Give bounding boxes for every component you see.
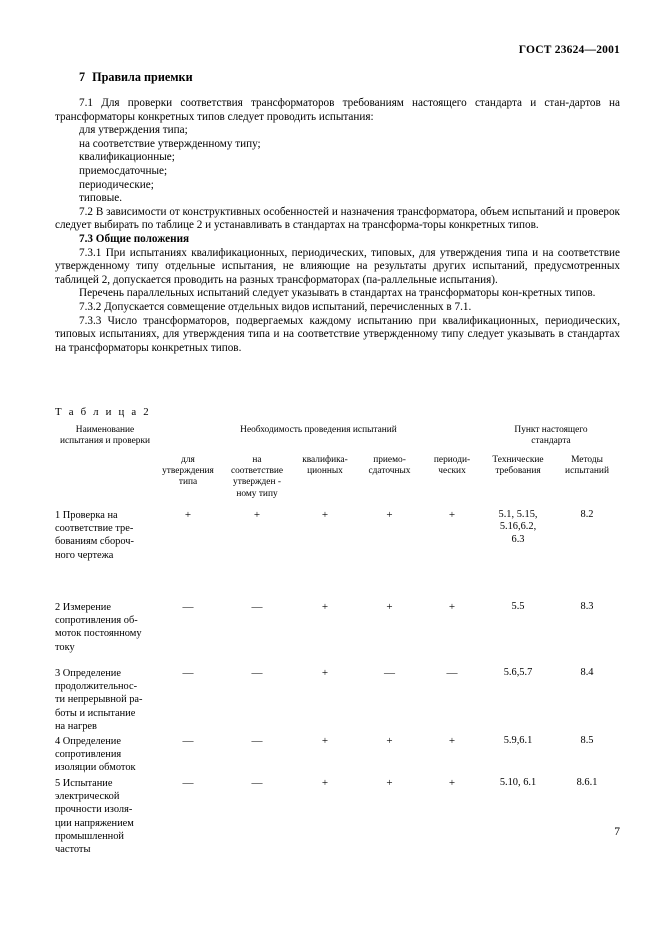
cell-mark-acceptance: — [384,667,395,679]
table-row [55,509,620,601]
ref-lines: 5.9,6.1 [503,735,533,746]
cell-mark-conformity: + [253,509,261,521]
section-number: 7 [79,70,86,84]
cell-mark-for-type-approval: — [182,601,194,613]
table-row [55,601,620,667]
cell-mark-conformity: — [251,777,263,789]
cell-mark-for-type-approval: + [184,509,192,521]
column-group-header-clause [482,425,620,455]
ref-lines: 5.10, 6.1 [499,777,537,788]
column-header-test-name [55,425,155,509]
paragraph-7-3-3: 7.3.3 Число трансформаторов, подвергаемых каждому испытанию при квалификационных, периодических, типовых испытаниях, для утверждения типа и на соответствие утвержденному типу следует указывать в стандартах на трансформаторы конкретных типов. [55,314,620,354]
table-head [55,425,620,509]
ref-lines: 5.1, 5.15, 5.16,6.2, 6.3 [498,509,538,545]
cell-mark-conformity: — [251,601,263,613]
list-item: для утверждения типа; [79,124,188,137]
page-title [55,70,620,85]
cell-mark-periodic: + [448,735,456,747]
column-header-test-methods: Методы испытаний [565,455,609,477]
cell-mark-acceptance: + [386,735,393,747]
paragraph-7-3-2: 7.3.2 Допускается совмещение отдельных видов испытаний, перечисленных в 7.1. [79,300,472,313]
cell-test-methods: 8.4 [580,667,594,678]
ref-lines: 5.6,5.7 [503,667,533,678]
cell-mark-acceptance: + [386,777,393,789]
cell-mark-acceptance: + [386,509,393,521]
cell-technical-requirements [482,601,554,667]
row-name-lines: 2 Измерение сопротивления об- моток постоянному току [55,602,142,653]
cell-mark-for-type-approval: — [182,777,194,789]
cell-technical-requirements [482,667,554,735]
row-name-lines: 5 Испытание электрической прочности изоля- ции напряжением промышленной частоты [55,778,134,856]
subheading-7-3: 7.3 Общие положения [79,232,190,245]
text-column [55,70,620,355]
cell-test-name [55,601,155,667]
table-row [55,735,620,777]
cell-test-methods: 8.2 [580,509,594,520]
cell-test-name [55,735,155,777]
cell-test-methods: 8.3 [580,601,594,612]
column-header-conformity-to-approved-type: на соответствие утвержден - ному типу [230,455,284,499]
cell-mark-for-type-approval: — [182,667,194,679]
cell-mark-conformity: — [251,667,263,679]
paragraph-7-3-1-b: Перечень параллельных испытаний следует указывать в стандартах на трансформаторы кон-кретных типов. [79,287,596,300]
column-header-acceptance: приемо- сдаточных [368,455,411,477]
cell-technical-requirements [482,777,554,859]
cell-mark-periodic: + [448,777,456,789]
cell-mark-qualification: + [321,735,329,747]
page-number: 7 [614,826,620,838]
list-item: типовые. [79,192,123,205]
table-header-group-row [55,425,620,455]
cell-test-name [55,667,155,735]
row-name-lines: 3 Определение продолжительнос- ти непрерывной ра- боты и испытание на нагрев [55,668,143,732]
paragraph-7-3-1: 7.3.1 При испытаниях квалификационных, периодических, типовых, для утверждения типа и на соответствие утвержденному типу отдельные испытания, не влияющие на результаты других испытаний, предусмотренных таблицей 2, допускается проводить на разных трансформаторах (па-раллельные испытания). [55,246,620,286]
paragraph-7-2: 7.2 В зависимости от конструктивных особенностей и назначения трансформатора, объем испытаний и проверок следует выбирать по таблице 2 и устанавливать в стандартах на трансформа-торы конкретных типов. [55,205,620,232]
table-row [55,777,620,859]
cell-mark-periodic: + [448,601,456,613]
table-row [55,667,620,735]
cell-test-methods: 8.6.1 [576,777,598,788]
cell-mark-acceptance: + [386,601,393,613]
section-title-text: Правила приемки [92,70,193,84]
table-2-wrapper [55,425,620,859]
cell-mark-for-type-approval: — [182,735,194,747]
column-header-for-type-approval: для утверждения типа [162,455,214,488]
cell-technical-requirements [482,735,554,777]
list-item: на соответствие утвержденному типу; [79,137,261,150]
cell-mark-qualification: + [321,601,329,613]
table-caption: Т а б л и ц а 2 [55,406,151,418]
column-header-qualification: квалифика- ционных [302,455,348,477]
list-item: приемосдаточные; [79,164,168,177]
test-kinds-list [55,124,620,206]
cell-test-name [55,777,155,859]
column-header-periodic: периоди- ческих [433,455,471,477]
ref-lines: 5.5 [511,601,525,612]
column-group-header-necessity: Необходимость проведения испытаний [240,425,397,435]
col-header-line: Наименование испытания и проверки [59,425,151,447]
cell-technical-requirements [482,509,554,601]
list-item: периодические; [79,178,154,191]
cell-mark-periodic: — [446,667,458,679]
list-item: квалификационные; [79,151,175,164]
running-head-standard-ref: ГОСТ 23624—2001 [518,44,620,56]
cell-mark-qualification: + [321,509,329,521]
row-name-lines: 1 Проверка на соответствие тре- бованиям сбороч- ного чертежа [55,510,134,561]
cell-mark-qualification: + [321,777,329,789]
cell-test-methods: 8.5 [580,735,594,746]
row-name-lines: 4 Определение сопротивления изоляции обмоток [55,736,136,774]
cell-mark-qualification: + [321,667,329,679]
col-group-header-line: Пункт настоящего стандарта [514,425,588,447]
cell-mark-conformity: — [251,735,263,747]
table-2 [55,425,620,859]
column-header-technical-requirements: Технические требования [492,455,544,477]
table-body [55,509,620,859]
cell-mark-periodic: + [448,509,456,521]
paragraph-7-1: 7.1 Для проверки соответствия трансформаторов требованиям настоящего стандарта и стан-дартов на трансформаторы конкретных типов следует проводить испытания: [55,97,620,123]
cell-test-name [55,509,155,601]
